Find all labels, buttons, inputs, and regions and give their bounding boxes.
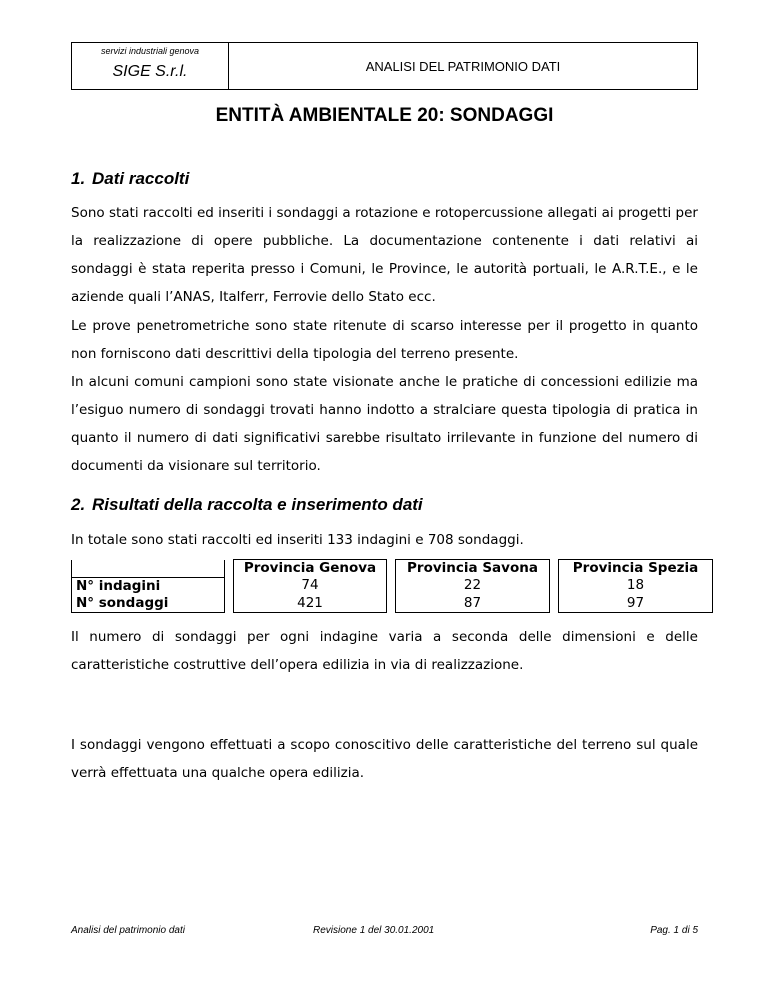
row-label: N° indagini — [72, 577, 225, 595]
table-cell: 22 — [396, 577, 550, 595]
section-1-paragraph-1: Sono stati raccolti ed inseriti i sondaggi a rotazione e rotopercussione allegati ai progetti per la realizzazione di opere pubbliche. La documentazione contenente i dati relativi ai sondaggi è stata reperita presso i Comuni, le Province, le autorità portuali, le A.R.T.E., e le aziende quali l’ANAS, Italferr, Ferrovie dello Stato ecc. — [71, 205, 698, 305]
footer-left: Analisi del patrimonio dati — [71, 925, 185, 936]
section-1-paragraph-2: Le prove penetrometriche sono state ritenute di scarso interesse per il progetto in quanto non forniscono dati descrittivi della tipologia del terreno presente. — [71, 318, 698, 362]
section-2-paragraph-3: I sondaggi vengono effettuati a scopo conoscitivo delle caratteristiche del terreno sul quale verrà effettuata una qualche opera edilizia. — [71, 737, 698, 781]
table-cell: 97 — [559, 595, 713, 613]
section-2-paragraph-1: In totale sono stati raccolti ed inseriti 133 indagini e 708 sondaggi. — [71, 532, 524, 548]
section-1-number: 1. — [71, 169, 86, 188]
footer-center: Revisione 1 del 30.01.2001 — [313, 925, 435, 936]
table-cell: 87 — [396, 595, 550, 613]
table-row — [72, 577, 713, 595]
section-1-title: Dati raccolti — [92, 169, 190, 188]
table-row — [72, 595, 713, 613]
row-label: N° sondaggi — [72, 595, 225, 613]
company-tagline: servizi industriali genova — [100, 46, 200, 56]
footer-page-number: Pag. 1 di 5 — [650, 925, 698, 936]
section-1-paragraph-3: In alcuni comuni campioni sono state visionate anche le pratiche di concessioni edilizie ma l’esiguo numero di sondaggi trovati hanno indotto a stralciare questa tipologia di pratica in quanto il numero di dati significativi sarebbe risultato irrilevante in funzione del numero di documenti da visionare sul territorio. — [71, 374, 698, 474]
page-title: ENTITÀ AMBIENTALE 20: SONDAGGI — [215, 105, 554, 126]
column-header: Provincia Genova — [234, 560, 387, 578]
section-2-number: 2. — [71, 495, 86, 514]
section-2-paragraph-2: Il numero di sondaggi per ogni indagine varia a seconda delle dimensioni e delle caratteristiche costruttive dell’opera edilizia in via di realizzazione. — [71, 629, 698, 673]
table-cell: 421 — [234, 595, 387, 613]
company-name: SIGE S.r.l. — [112, 63, 188, 80]
section-2-title: Risultati della raccolta e inserimento dati — [92, 495, 423, 514]
document-title: ANALISI DEL PATRIMONIO DATI — [365, 58, 561, 74]
section-1-heading — [71, 169, 189, 189]
company-box — [72, 43, 229, 89]
section-2-heading — [71, 495, 423, 515]
column-header: Provincia Spezia — [559, 560, 713, 578]
column-header: Provincia Savona — [396, 560, 550, 578]
page-header — [71, 42, 698, 90]
table-cell: 74 — [234, 577, 387, 595]
table-header-row — [72, 560, 713, 578]
table-cell: 18 — [559, 577, 713, 595]
data-table — [71, 559, 713, 613]
